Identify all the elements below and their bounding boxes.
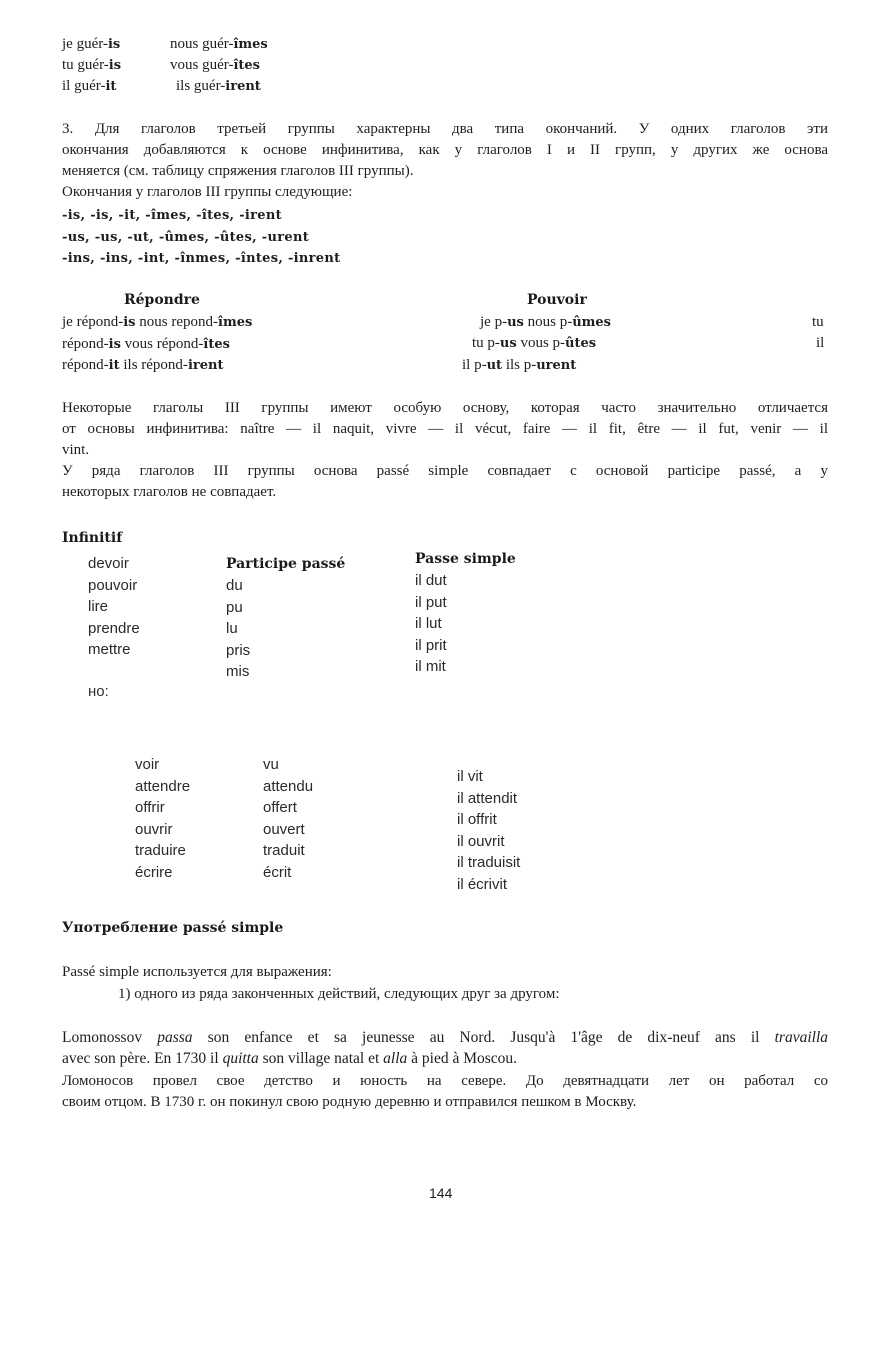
conj-stem: tu guér- bbox=[62, 57, 109, 73]
passe-header: Passe simple bbox=[415, 551, 516, 567]
text-line: avec son père. En 1730 il quitta son village natal et alla à pied à Moscou. bbox=[62, 1050, 518, 1067]
table2-passe: il vit il attendit il offrit il ouvrit il traduisit il écrivit bbox=[457, 768, 521, 893]
table1-passe: il dut il put il lut il prit il mit bbox=[415, 572, 447, 675]
table2-participles: vu attendu offert ouvert traduit écrit bbox=[263, 756, 314, 881]
example-russian: Ломоносов провел свое детство и юность на севере. До девятнадцати лет он работал со своим отцом. В 1730 г. он покинул свою родную деревню и отправился пешком в Москву. bbox=[62, 1073, 828, 1110]
special-stem-paragraph: Некоторые глаголы III группы имеют особую основу, которая часто значительно отличается от основы инфинитива: naître — il naquit, vivre — il vécut, faire — il fit, être — il fut, venir — il vint. У ряда глаголов III группы основа passé simple совпадает с основой participe passé, а у некоторых глаголов не совпадает. bbox=[62, 400, 828, 500]
conj-stem: je guér- bbox=[62, 36, 108, 52]
stray-pronoun: il bbox=[816, 335, 825, 351]
conj-row: je répond-is nous repond-îmes bbox=[62, 314, 253, 330]
conj-row: répond-it ils répond-irent bbox=[62, 357, 224, 373]
pouvoir-row: je p-us nous p-ûmes bbox=[480, 314, 611, 330]
pouvoir-row: tu p-us vous p-ûtes bbox=[472, 335, 597, 351]
table1-participles: du pu lu pris mis bbox=[226, 577, 251, 680]
repondre-title: Répondre bbox=[124, 292, 200, 308]
conj-ending: îtes bbox=[233, 58, 260, 73]
conj-ending: irent bbox=[225, 79, 261, 94]
group3-intro-paragraph bbox=[62, 119, 828, 203]
page-number: 144 bbox=[429, 1185, 453, 1201]
usage-intro: Passé simple используется для выражения: bbox=[62, 964, 332, 980]
example-french bbox=[62, 1027, 828, 1069]
stray-pronoun: tu bbox=[812, 314, 824, 330]
endings-list bbox=[62, 205, 340, 270]
conj-ending: îmes bbox=[233, 37, 268, 52]
repondre-conjugation bbox=[62, 312, 252, 377]
table2-infinitives: voir attendre offrir ouvrir traduire écrire bbox=[135, 756, 191, 881]
verb-italic: travailla bbox=[774, 1029, 828, 1046]
conj-ending: is bbox=[107, 37, 121, 52]
conj-stem: il guér- bbox=[62, 78, 106, 94]
participe-header: Participe passé bbox=[226, 556, 346, 572]
endings-line: -ins, -ins, -int, -înmes, -întes, -inrent bbox=[62, 251, 341, 266]
pouvoir-row: il p-ut ils p-urent bbox=[462, 357, 577, 373]
text-line: Lomonossov passa son enfance et sa jeunesse au Nord. Jusqu'à 1'âge de dix-neuf ans il travailla bbox=[62, 1029, 828, 1046]
conj-stem: nous guér- bbox=[170, 36, 234, 52]
endings-intro: Окончания у глаголов III группы следующие: bbox=[62, 184, 353, 200]
conj-row: répond-is vous répond-îtes bbox=[62, 335, 230, 352]
text-line: окончания добавляются к основе инфинитива, как у глаголов I и II групп, у других же основа bbox=[62, 142, 828, 158]
usage-item: 1) одного из ряда законченных действий, следующих друг за другом: bbox=[118, 986, 560, 1002]
conj-row bbox=[62, 55, 268, 76]
conj-ending: is bbox=[108, 58, 122, 73]
pouvoir-title: Pouvoir bbox=[527, 292, 587, 308]
verb-italic: quitta bbox=[222, 1050, 259, 1067]
table1-infinitives: devoir pouvoir lire prendre mettre bbox=[88, 555, 140, 658]
conj-stem: vous guér- bbox=[170, 57, 234, 73]
verb-italic: alla bbox=[383, 1050, 408, 1067]
text-line: меняется (см. таблицу спряжения глаголов III группы). bbox=[62, 163, 414, 179]
conj-ending: it bbox=[105, 79, 117, 94]
endings-line: -is, -is, -it, -îmes, -îtes, -irent bbox=[62, 208, 282, 223]
text-line: 3. Для глаголов третьей группы характерны два типа окончаний. У одних глаголов эти bbox=[62, 121, 828, 137]
endings-line: -us, -us, -ut, -ûmes, -ûtes, -urent bbox=[62, 229, 310, 245]
conj-stem: ils guér- bbox=[176, 78, 226, 94]
conjugation-guerir bbox=[62, 34, 268, 97]
verb-italic: passa bbox=[157, 1029, 193, 1046]
conj-row bbox=[62, 34, 268, 55]
but-label: но: bbox=[88, 683, 109, 700]
usage-heading: Употребление passé simple bbox=[62, 920, 284, 936]
infinitif-header: Infinitif bbox=[62, 530, 123, 546]
conj-row bbox=[62, 76, 268, 97]
